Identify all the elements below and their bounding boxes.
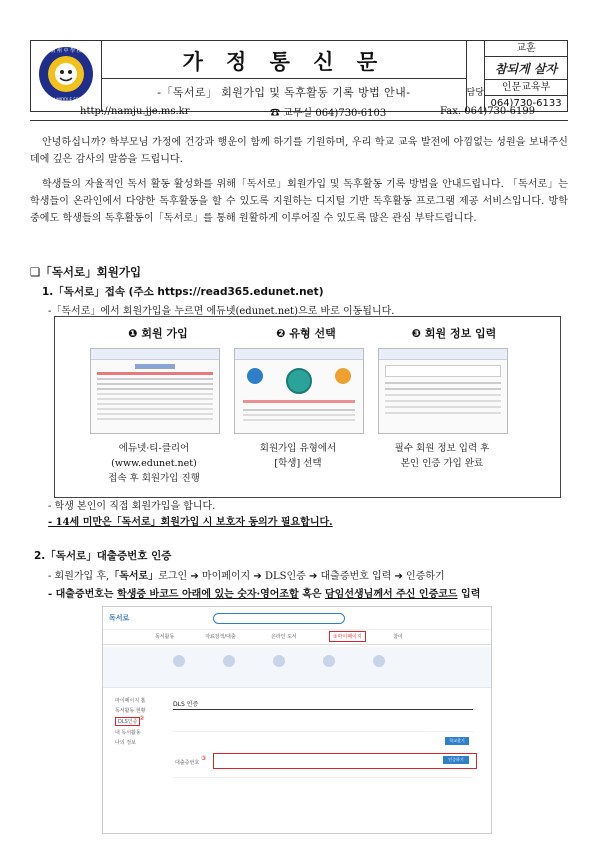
nav-item-1[interactable]: 자료검색/대출 <box>205 634 236 640</box>
svg-text:南 州 中 學 校: 南 州 中 學 校 <box>50 48 82 54</box>
intro-paragraph-1: 안녕하십니까? 학부모님 가정에 건강과 행운이 함께 하기를 기원하며, 우리 학교 교육 발전에 아낌없는 성원을 보내주신 데에 깊은 감사의 말씀을 드립니다. <box>30 137 568 165</box>
school-logo <box>31 43 101 105</box>
card-number-input[interactable] <box>213 753 477 769</box>
section2-code-line <box>48 585 480 600</box>
stat-icon <box>173 655 185 667</box>
letter-header <box>30 40 568 112</box>
search-box[interactable] <box>213 613 345 624</box>
menu-item-home[interactable]: 마이페이지 홈 <box>115 698 146 704</box>
step1-caption-line1: 에듀넷·티-클리어 <box>118 443 190 454</box>
verify-button[interactable]: 인증하기 <box>443 756 469 764</box>
step2-screenshot <box>234 348 364 434</box>
dls-title: DLS 인증 <box>173 701 199 708</box>
side-cell <box>485 41 568 112</box>
section2-heading: 2.「독서로」대출증번호 인증 <box>34 550 172 562</box>
stat-icon <box>273 655 285 667</box>
step3-caption-line2: 본인 인증 가입 완료 <box>400 458 484 469</box>
school-logo-cell <box>31 41 102 112</box>
stat-icon <box>323 655 335 667</box>
damdang-label: 담당 <box>466 87 485 98</box>
step1-screenshot <box>90 348 220 434</box>
school-search-button[interactable]: 학교찾기 <box>445 737 469 745</box>
note-guardian-consent: - 14세 미만은「독서로」회원가입 시 보호자 동의가 필요합니다. <box>48 517 333 528</box>
brand-logo: 독서로 <box>109 614 130 622</box>
page-title: 가 정 통 신 문 <box>102 45 466 79</box>
line1-dokseoro: 「독서로」 <box>109 571 159 582</box>
line2-prefix: - 대출증번호는 <box>48 589 118 600</box>
marker-3: ③ <box>201 755 207 762</box>
step1-caption-line3: 접속 후 회원가입 진행 <box>108 473 200 484</box>
step3-title: ❸ 회원 정보 입력 <box>411 327 497 340</box>
dept-phone: 064)730-6133 <box>490 98 562 109</box>
step2-caption-line2: [학생] 선택 <box>274 458 322 469</box>
row-divider <box>173 731 473 732</box>
section1-heading: ❑「독서로」회원가입 <box>30 265 142 279</box>
section1-item1: 1.「독서로」접속 (주소 https://read365.edunet.net) <box>42 286 324 298</box>
line1-prefix: - 회원가입 후, <box>48 571 110 582</box>
website-link[interactable]: http://namju.jje.ms.kr <box>80 106 190 117</box>
step2-title: ❷ 유형 선택 <box>276 327 336 340</box>
motto-sign: 참되게 살자 <box>494 61 558 76</box>
menu-item-info[interactable]: 나의 정보 <box>115 740 136 746</box>
line2-suffix: 입력 <box>457 589 481 600</box>
dls-auth-screenshot <box>102 606 492 834</box>
step2-caption <box>223 441 373 471</box>
office-phone: ☎ 교무실 064)730-6103 <box>270 108 387 119</box>
step3-caption-line1: 필수 회원 정보 입력 후 <box>394 443 490 454</box>
intro-paragraph-2: 학생들의 자율적인 독서 활동 활성화를 위해「독서로」회원가입 및 독후활동 기록 방법을 안내드립니다. 「독서로」는 학생들이 온라인에서 다양한 독후활동을 할 수 있도록 지원하는 디지털 기반 독후활동 프로그램 제공 서비스입니다. 방학 중에도 학생들의 독후활동이「독서로」를 통해 원활하게 이루어질 수 있도록 많은 관심 부탁드립니다. <box>30 179 568 224</box>
step2-caption-line1: 회원가입 유형에서 <box>259 443 337 454</box>
approver-label: 교훈 <box>485 41 567 57</box>
menu-item-dls[interactable]: DLS인증 <box>115 717 140 726</box>
title-cell <box>102 41 467 112</box>
dls-divider <box>173 709 473 710</box>
fax-number: Fax. 064)730-6199 <box>440 106 536 117</box>
note-self-signup: - 학생 본인이 직접 회원가입을 합니다. <box>48 501 216 512</box>
nav-item-4[interactable]: 참여 <box>393 634 403 640</box>
line2-teacher-code: 담임선생님께서 주신 인증코드 <box>325 589 458 600</box>
stat-icon <box>223 655 235 667</box>
step1-title: ❶ 회원 가입 <box>128 327 188 340</box>
card-number-label: 대출증번호 <box>175 760 200 766</box>
line1-steps: 로그인 ➔ 마이페이지 ➔ DLS인증 ➔ 대출증번호 입력 ➔ 인증하기 <box>158 571 445 582</box>
damdang-cell <box>466 41 484 112</box>
line2-or: 혹은 <box>298 589 326 600</box>
dept-label: 인문교육부 <box>485 80 567 96</box>
menu-item-my[interactable]: 내 독서활동 <box>115 730 141 736</box>
mypage-button[interactable]: ①마이페이지 <box>329 631 366 642</box>
step3-screenshot <box>378 348 508 434</box>
contact-bar <box>30 103 568 121</box>
motto-cell <box>485 57 567 80</box>
step3-caption <box>367 441 517 471</box>
svg-text:NAMJU MIDDLE SCHOOL: NAMJU MIDDLE SCHOOL <box>41 97 91 102</box>
row-divider <box>173 777 473 778</box>
stat-icon <box>373 655 385 667</box>
section1-item1-sub: -「독서로」에서 회원가입을 누르면 에듀넷(edunet.net)으로 바로 이동됩니다. <box>48 306 395 317</box>
line2-barcode: 학생증 바코드 아래에 있는 숫자·영어조합 <box>117 589 299 600</box>
menu-item-activity[interactable]: 독서활동 현황 <box>115 708 146 714</box>
marker-2: ② <box>139 715 145 722</box>
nav-item-0[interactable]: 독서활동 <box>155 634 175 640</box>
section2-step-line <box>48 567 445 582</box>
nav-item-2[interactable]: 온라인 도서 <box>271 634 297 640</box>
profile-strip <box>103 647 491 688</box>
step1-caption <box>79 441 229 486</box>
step1-caption-line2: (www.edunet.net) <box>111 458 197 469</box>
page-subtitle: -「독서로」 회원가입 및 독후활동 기록 방법 안내- <box>157 86 411 99</box>
